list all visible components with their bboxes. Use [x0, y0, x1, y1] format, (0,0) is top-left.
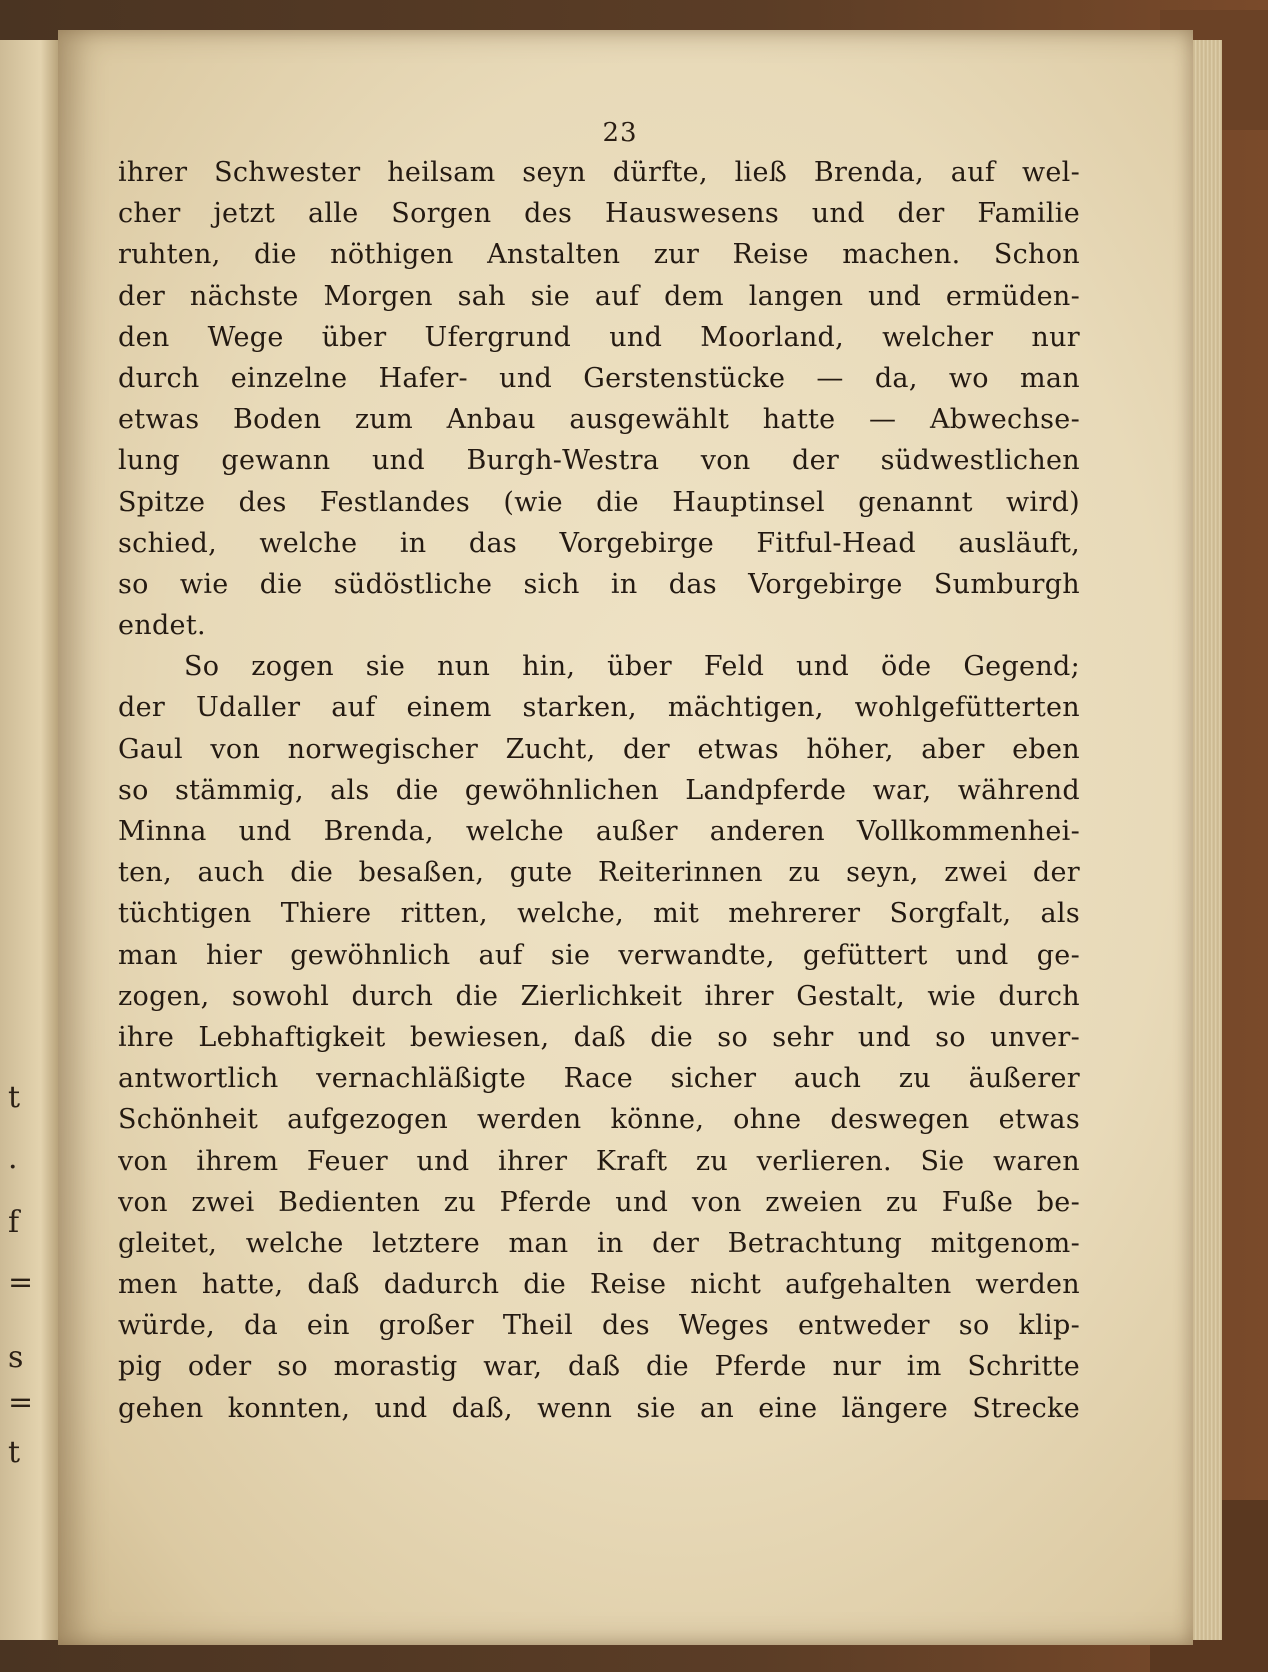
text-line: cher jetzt alle Sorgen des Hauswesens und der Familie: [118, 198, 1080, 230]
margin-fragment: ·: [8, 1150, 18, 1185]
text-line: den Wege über Ufergrund und Moorland, welcher nur: [118, 321, 1080, 353]
text-line: ruhten, die nöthigen Anstalten zur Reise machen. Schon: [118, 239, 1080, 271]
text-line: men hatte, daß dadurch die Reise nicht aufgehalten werden: [118, 1269, 1080, 1301]
text-line: so wie die südöstliche sich in das Vorgebirge Sumburgh: [118, 568, 1080, 600]
text-line: durch einzelne Hafer‑ und Gerstenstücke — da, wo man: [118, 362, 1080, 394]
text-line: schied, welche in das Vorgebirge Fitful‑Head ausläuft,: [118, 527, 1080, 559]
text-line: der nächste Morgen sah sie auf dem langen und ermüden‑: [118, 280, 1080, 312]
text-line: ihre Lebhaftigkeit bewiesen, daß die so sehr und so unver‑: [118, 1021, 1080, 1053]
text-line: etwas Boden zum Anbau ausgewählt hatte — Abwechse‑: [118, 404, 1080, 436]
text-line: endet.: [118, 610, 206, 642]
margin-fragment: t: [8, 1080, 21, 1115]
margin-fragment: f: [8, 1205, 20, 1240]
margin-fragment: t: [8, 1435, 21, 1470]
text-line: Schönheit aufgezogen werden könne, ohne deswegen etwas: [118, 1104, 1080, 1136]
previous-page-edge: [0, 40, 60, 1640]
text-line: Spitze des Festlandes (wie die Hauptinsel genannt wird): [118, 486, 1080, 518]
margin-fragment: s: [8, 1340, 24, 1375]
text-line: pig oder so morastig war, daß die Pferde nur im Schritte: [118, 1351, 1080, 1383]
margin-fragment: =: [8, 1385, 34, 1420]
text-line: von ihrem Feuer und ihrer Kraft zu verlieren. Sie waren: [118, 1145, 1080, 1177]
page-number: 23: [602, 118, 638, 148]
text-line: gleitet, welche letztere man in der Betrachtung mitgenom‑: [118, 1227, 1080, 1259]
body-text: [118, 152, 1080, 1429]
text-line: man hier gewöhnlich auf sie verwandte, gefüttert und ge‑: [118, 939, 1080, 971]
text-line: ten, auch die besaßen, gute Reiterinnen zu seyn, zwei der: [118, 857, 1080, 889]
text-line: zogen, sowohl durch die Zierlichkeit ihrer Gestalt, wie durch: [118, 980, 1080, 1012]
text-line: So zogen sie nun hin, über Feld und öde Gegend;: [184, 651, 1080, 683]
text-line: von zwei Bedienten zu Pferde und von zweien zu Fuße be‑: [118, 1186, 1080, 1218]
text-line: gehen konnten, und daß, wenn sie an eine längere Strecke: [118, 1392, 1080, 1424]
text-line: der Udaller auf einem starken, mächtigen, wohlgefütterten: [118, 692, 1080, 724]
text-line: Gaul von norwegischer Zucht, der etwas höher, aber eben: [118, 733, 1080, 765]
text-line: Minna und Brenda, welche außer anderen Vollkommenhei‑: [118, 816, 1080, 847]
text-line: würde, da ein großer Theil des Weges entweder so klip‑: [118, 1310, 1080, 1342]
text-line: tüchtigen Thiere ritten, welche, mit mehrerer Sorgfalt, als: [118, 898, 1080, 930]
text-line: antwortlich vernachläßigte Race sicher auch zu äußerer: [118, 1063, 1080, 1095]
text-line: so stämmig, als die gewöhnlichen Landpferde war, während: [118, 774, 1080, 806]
margin-fragment: =: [8, 1265, 34, 1300]
text-line: lung gewann und Burgh‑Westra von der südwestlichen: [118, 445, 1080, 477]
text-line: ihrer Schwester heilsam seyn dürfte, ließ Brenda, auf wel‑: [118, 157, 1080, 188]
